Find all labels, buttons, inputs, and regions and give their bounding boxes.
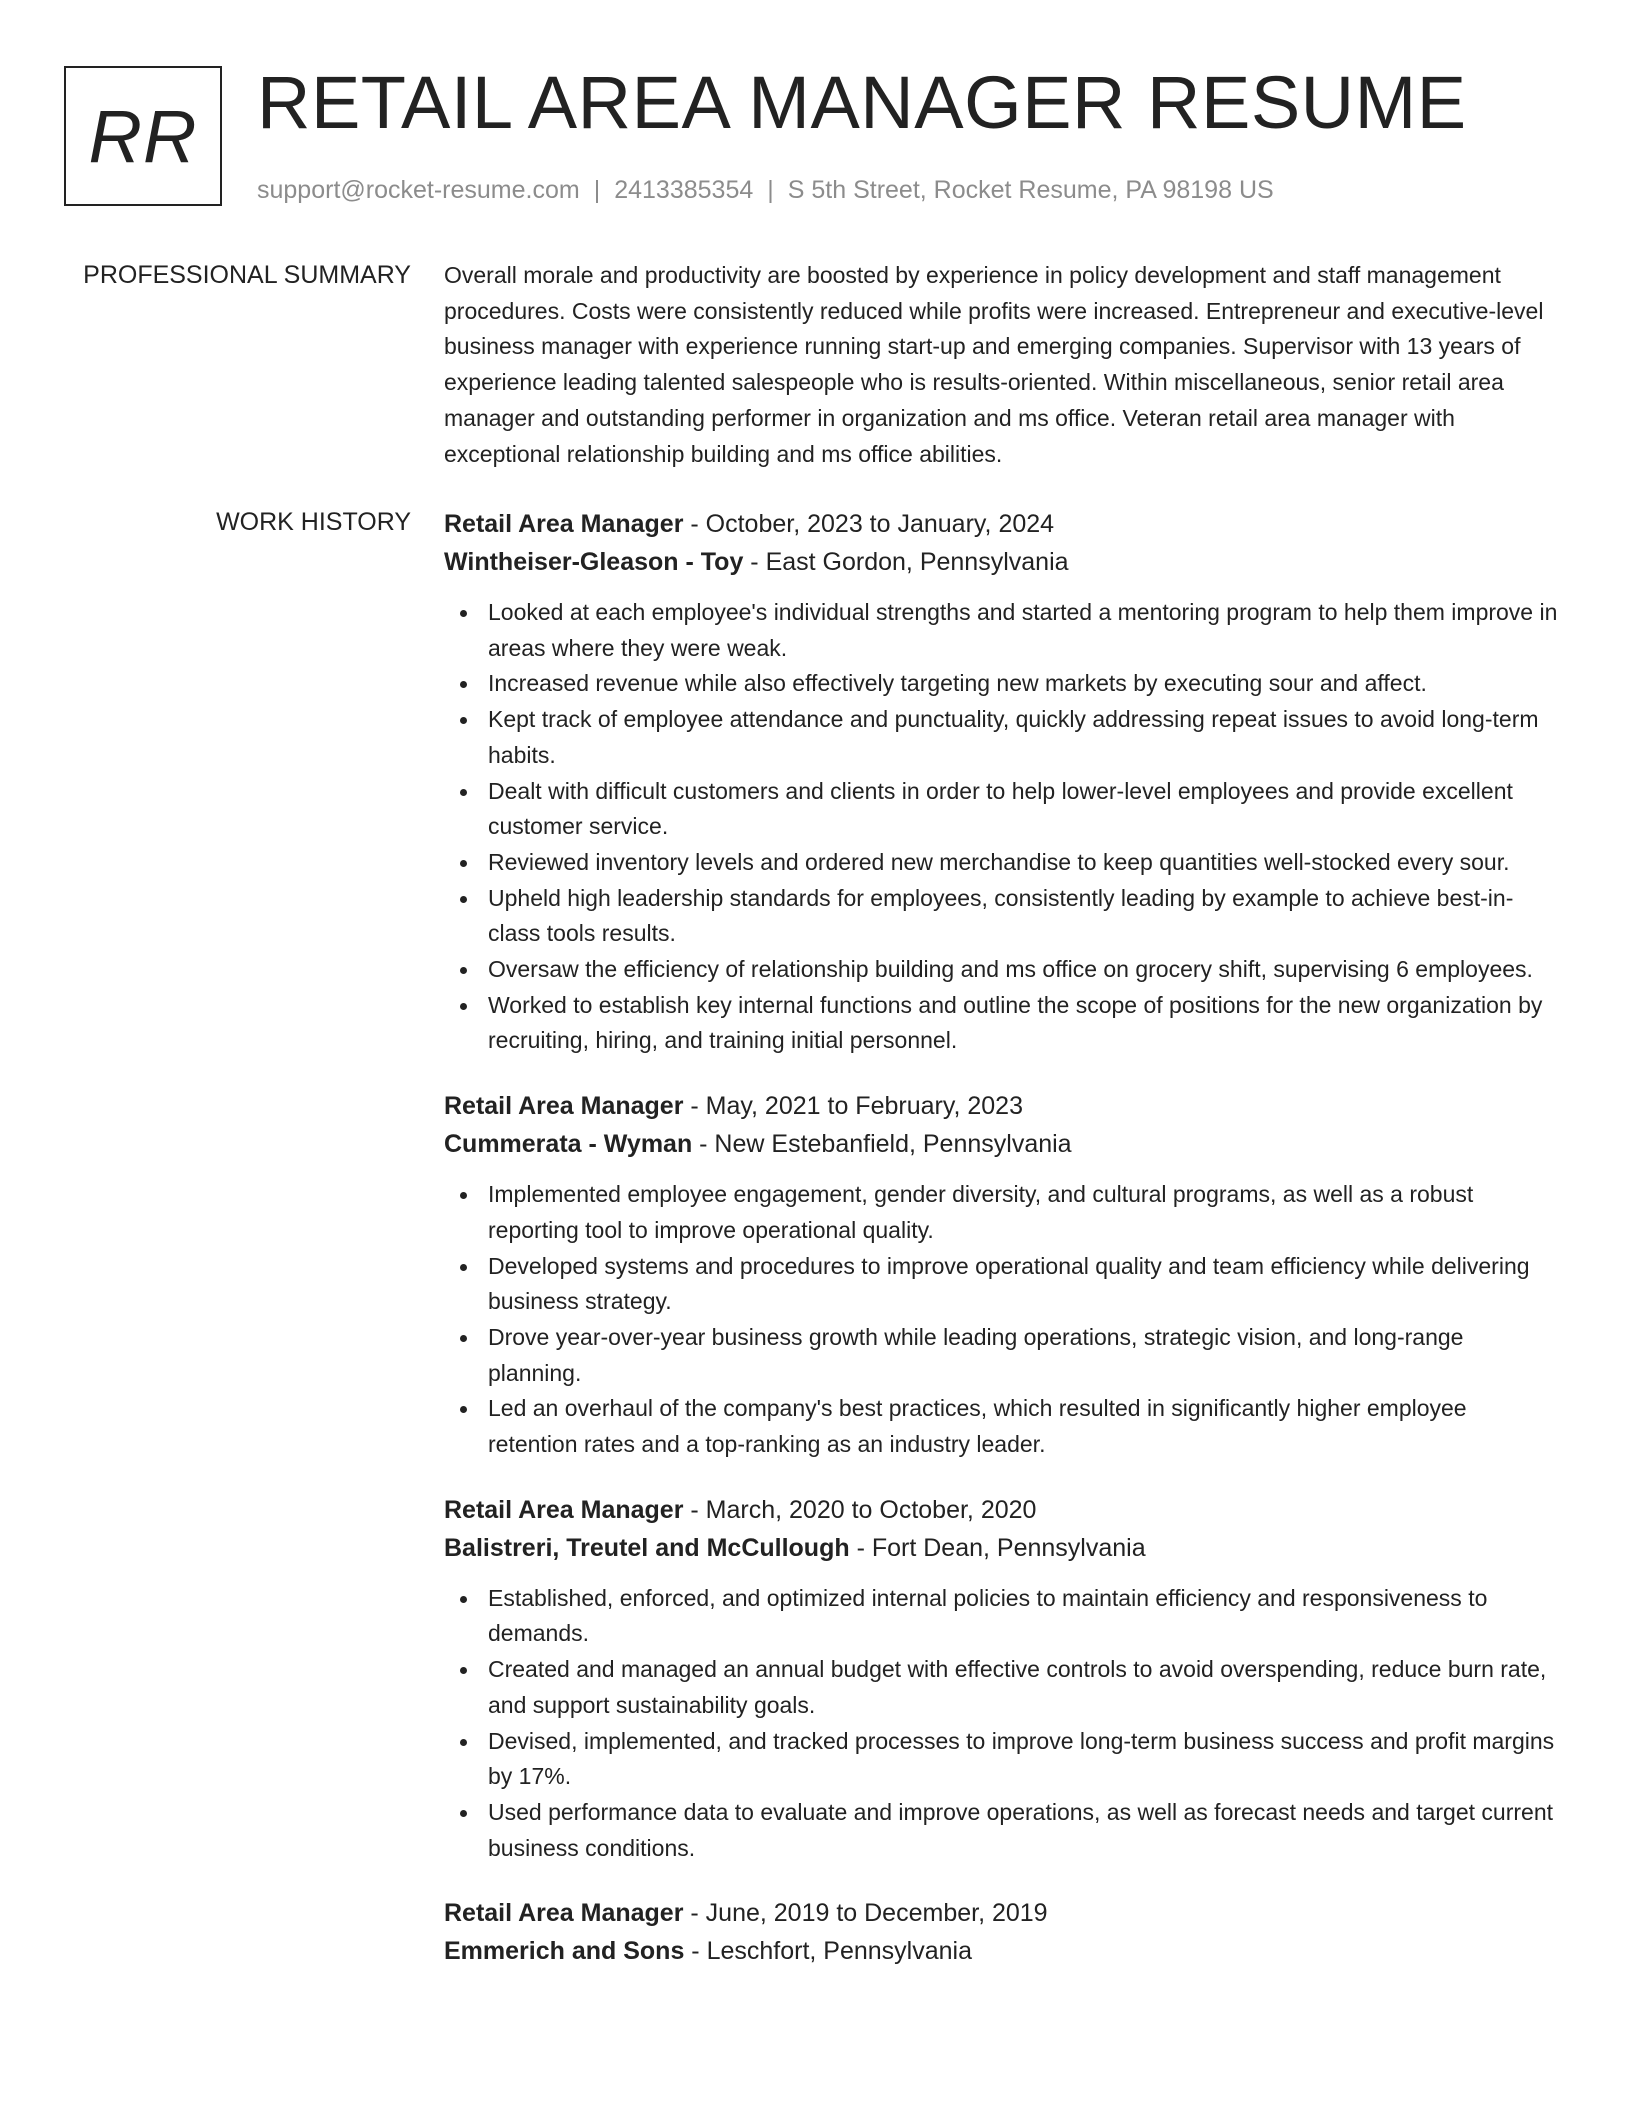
job-bullet xyxy=(444,988,1560,1059)
job-bullet-list xyxy=(444,1177,1560,1463)
job-bullet xyxy=(444,952,1560,988)
job-bullet-text: Developed systems and procedures to improve operational quality and team efficiency while delivering business strategy. xyxy=(488,1252,1530,1315)
job-company-line xyxy=(444,1125,1560,1163)
job-bullet xyxy=(444,702,1560,773)
job-title: Retail Area Manager xyxy=(444,510,684,538)
job-title-line xyxy=(444,505,1560,543)
bullet-dot-icon xyxy=(460,967,467,974)
contact-line xyxy=(257,176,1274,205)
job-company-line xyxy=(444,543,1560,581)
job-bullet xyxy=(444,595,1560,666)
job-bullet-text: Led an overhaul of the company's best practices, which resulted in significantly higher employee retention rates and a top-ranking as an industry leader. xyxy=(488,1395,1467,1458)
bullet-dot-icon xyxy=(460,896,467,903)
summary-text: Overall morale and productivity are boosted by experience in policy development and staff management procedures. Costs were consistently reduced while profits were increased. Entrepreneur and executive-level business manager with experience running start-up and emerging companies. Supervisor with 13 years of experience leading talented salespeople who is results-oriented. Within miscellaneous, senior retail area manager and outstanding performer in organization and ms office. Veteran retail area manager with exceptional relationship building and ms office abilities. xyxy=(444,262,1544,467)
job-bullet-text: Increased revenue while also effectively targeting new markets by executing sour and affect. xyxy=(488,670,1427,697)
bullet-dot-icon xyxy=(460,860,467,867)
job-location: - Fort Dean, Pennsylvania xyxy=(849,1533,1146,1562)
job-bullet-text: Kept track of employee attendance and punctuality, quickly addressing repeat issues to avoid long-term habits. xyxy=(488,706,1539,768)
job-location: - East Gordon, Pennsylvania xyxy=(743,548,1069,576)
job-bullet xyxy=(444,881,1560,952)
contact-separator: | xyxy=(593,176,601,204)
bullet-dot-icon xyxy=(460,1739,467,1746)
job-title-line xyxy=(444,1894,1560,1932)
job-bullet xyxy=(444,1724,1560,1795)
job-location: - Leschfort, Pennsylvania xyxy=(684,1937,973,1966)
job-company: Wintheiser-Gleason - Toy xyxy=(444,548,744,576)
job-location: - New Estebanfield, Pennsylvania xyxy=(692,1130,1072,1159)
job-bullet-text: Looked at each employee's individual strengths and started a mentoring program to help them improve in areas where they were weak. xyxy=(488,599,1558,661)
job-bullet-list xyxy=(444,1581,1560,1867)
job-bullet-text: Established, enforced, and optimized internal policies to maintain efficiency and responsiveness to demands. xyxy=(488,1584,1488,1647)
job-dates: - October, 2023 to January, 2024 xyxy=(683,510,1055,538)
bullet-dot-icon xyxy=(460,1335,467,1342)
bullet-dot-icon xyxy=(460,1596,467,1603)
job-dates: - June, 2019 to December, 2019 xyxy=(683,1899,1048,1928)
bullet-dot-icon xyxy=(460,1406,467,1413)
bullet-dot-icon xyxy=(460,1003,467,1010)
job-entry xyxy=(444,505,1560,1059)
job-title: Retail Area Manager xyxy=(444,1092,684,1121)
job-company-line xyxy=(444,1932,1560,1970)
bullet-dot-icon xyxy=(460,610,467,617)
job-entry xyxy=(444,1087,1560,1463)
bullet-dot-icon xyxy=(460,1192,467,1199)
job-dates: - May, 2021 to February, 2023 xyxy=(683,1092,1023,1121)
contact-address: S 5th Street, Rocket Resume, PA 98198 US xyxy=(787,176,1274,204)
job-title-line xyxy=(444,1087,1560,1125)
job-title: Retail Area Manager xyxy=(444,1495,684,1524)
job-bullet-text: Reviewed inventory levels and ordered new merchandise to keep quantities well-stocked every sour. xyxy=(488,848,1510,875)
resume-header xyxy=(64,61,1564,216)
bullet-dot-icon xyxy=(460,1264,467,1271)
contact-phone[interactable]: 2413385354 xyxy=(614,176,754,204)
job-bullet xyxy=(444,1795,1560,1866)
job-title-line xyxy=(444,1491,1560,1529)
job-bullet xyxy=(444,1320,1560,1391)
job-bullet-text: Devised, implemented, and tracked processes to improve long-term business success and profit margins by 17%. xyxy=(488,1727,1555,1790)
bullet-dot-icon xyxy=(460,717,467,724)
job-bullet xyxy=(444,1652,1560,1723)
summary-body xyxy=(444,258,1560,472)
job-bullet xyxy=(444,845,1560,881)
job-entry xyxy=(444,1491,1560,1867)
job-bullet-text: Implemented employee engagement, gender diversity, and cultural programs, as well as a robust reporting tool to improve operational quality. xyxy=(488,1181,1474,1243)
job-bullet xyxy=(444,1177,1560,1248)
bullet-dot-icon xyxy=(460,1667,467,1674)
monogram-initials: RR xyxy=(88,94,198,178)
bullet-dot-icon xyxy=(460,789,467,796)
job-company: Emmerich and Sons xyxy=(444,1937,685,1966)
summary-heading: PROFESSIONAL SUMMARY xyxy=(83,261,411,289)
job-bullet xyxy=(444,1249,1560,1320)
job-bullet-text: Upheld high leadership standards for employees, consistently leading by example to achieve best-in-class tools results. xyxy=(488,884,1514,947)
bullet-dot-icon xyxy=(460,1810,467,1817)
contact-email[interactable]: support@rocket-resume.com xyxy=(257,176,580,204)
work-history-list xyxy=(444,505,1560,1998)
job-bullet-text: Created and managed an annual budget with effective controls to avoid overspending, reduce burn rate, and support sustainability goals. xyxy=(488,1656,1547,1718)
contact-separator: | xyxy=(767,176,774,204)
job-bullet-text: Drove year-over-year business growth while leading operations, strategic vision, and long-range planning. xyxy=(488,1323,1464,1386)
bullet-dot-icon xyxy=(460,681,467,688)
job-title: Retail Area Manager xyxy=(444,1899,684,1928)
job-dates: - March, 2020 to October, 2020 xyxy=(683,1495,1037,1524)
job-bullet xyxy=(444,774,1560,845)
job-bullet-text: Dealt with difficult customers and clients in order to help lower-level employees and provide excellent customer service. xyxy=(488,777,1513,840)
job-bullet-list xyxy=(444,595,1560,1059)
job-bullet xyxy=(444,1581,1560,1652)
resume-title: RETAIL AREA MANAGER RESUME xyxy=(257,61,1467,144)
job-company: Cummerata - Wyman xyxy=(444,1130,693,1159)
job-bullet-text: Oversaw the efficiency of relationship building and ms office on grocery shift, supervising 6 employees. xyxy=(488,956,1533,983)
job-company: Balistreri, Treutel and McCullough xyxy=(444,1533,850,1562)
job-bullet-text: Worked to establish key internal functions and outline the scope of positions for the new organization by recruiting, hiring, and training initial personnel. xyxy=(488,991,1543,1054)
monogram-box xyxy=(64,66,222,206)
work-history-heading: WORK HISTORY xyxy=(216,508,411,536)
job-entry xyxy=(444,1894,1560,1970)
job-company-line xyxy=(444,1529,1560,1567)
job-bullet xyxy=(444,1391,1560,1462)
job-bullet-text: Used performance data to evaluate and improve operations, as well as forecast needs and target current business conditions. xyxy=(488,1798,1553,1861)
job-bullet xyxy=(444,666,1560,702)
